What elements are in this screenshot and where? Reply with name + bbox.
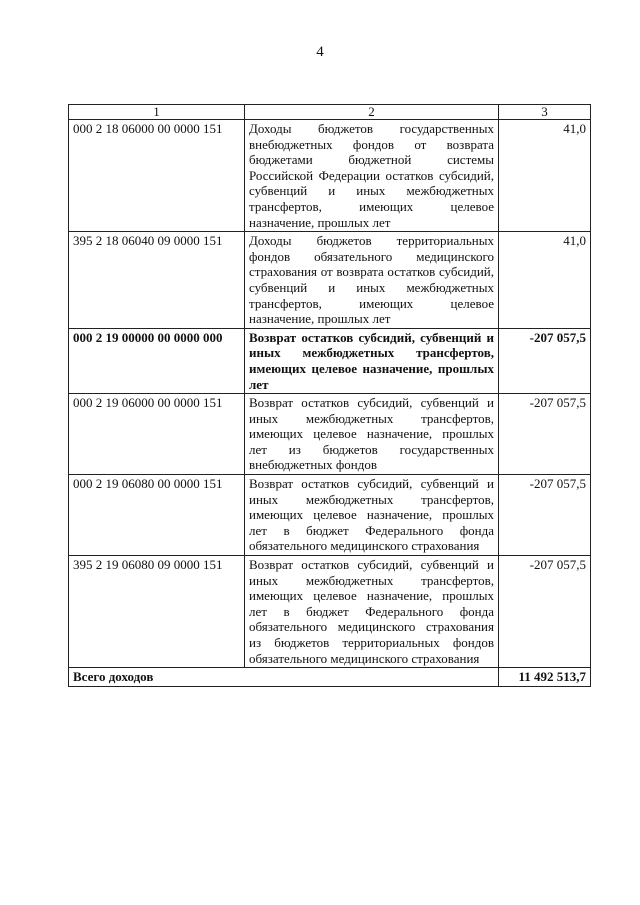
column-header-description: 2: [245, 105, 499, 120]
row-amount: 41,0: [499, 232, 591, 329]
row-description: Доходы бюджетов государственных внебюджетных фондов от возврата бюджетами бюджетной системы Российской Федерации остатков субсидий, субвенций и иных межбюджетных трансфертов, имеющих целевое назначение, прошлых лет: [245, 120, 499, 232]
row-description: Возврат остатков субсидий, субвенций и иных межбюджетных трансфертов, имеющих целевое назначение, прошлых лет: [245, 328, 499, 393]
column-header-code: 1: [69, 105, 245, 120]
row-code: 395 2 19 06080 09 0000 151: [69, 556, 245, 668]
table-row: [69, 475, 591, 556]
page-number: 4: [316, 44, 324, 60]
table-header-row: [69, 105, 591, 120]
total-row: [69, 668, 591, 687]
table-row: [69, 120, 591, 232]
row-description: Доходы бюджетов территориальных фондов обязательного медицинского страхования от возврата остатков субсидий, субвенций и иных межбюджетных трансфертов, имеющих целевое назначение, прошлых лет: [245, 232, 499, 329]
table-row: [69, 328, 591, 393]
row-amount: 41,0: [499, 120, 591, 232]
table-row: [69, 394, 591, 475]
row-description: Возврат остатков субсидий, субвенций и иных межбюджетных трансфертов, имеющих целевое назначение, прошлых лет в бюджет Федерального фонда обязательного медицинского страхования из бюджетов территориальных фондов обязательного медицинского страхования: [245, 556, 499, 668]
column-header-amount: 3: [499, 105, 591, 120]
row-description: Возврат остатков субсидий, субвенций и иных межбюджетных трансфертов, имеющих целевое назначение, прошлых лет из бюджетов государственных внебюджетных фондов: [245, 394, 499, 475]
row-amount: -207 057,5: [499, 556, 591, 668]
total-amount: 11 492 513,7: [499, 668, 591, 687]
row-code: 000 2 18 06000 00 0000 151: [69, 120, 245, 232]
revenue-table: [68, 104, 591, 687]
row-code: 000 2 19 06000 00 0000 151: [69, 394, 245, 475]
total-label: Всего доходов: [69, 668, 499, 687]
row-description: Возврат остатков субсидий, субвенций и иных межбюджетных трансфертов, имеющих целевое назначение, прошлых лет в бюджет Федерального фонда обязательного медицинского страхования: [245, 475, 499, 556]
row-amount: -207 057,5: [499, 475, 591, 556]
row-code: 000 2 19 06080 00 0000 151: [69, 475, 245, 556]
row-amount: -207 057,5: [499, 394, 591, 475]
row-code: 000 2 19 00000 00 0000 000: [69, 328, 245, 393]
table-row: [69, 232, 591, 329]
table-row: [69, 556, 591, 668]
row-amount: -207 057,5: [499, 328, 591, 393]
row-code: 395 2 18 06040 09 0000 151: [69, 232, 245, 329]
